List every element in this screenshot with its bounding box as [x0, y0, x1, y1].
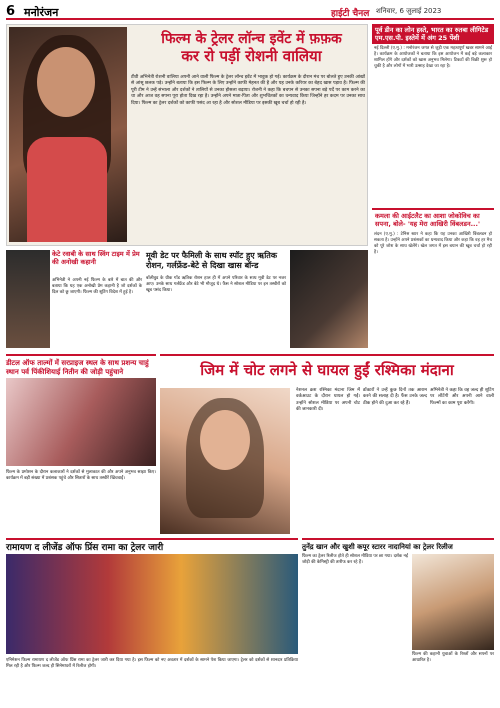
story-rashmika-photo: [160, 388, 290, 534]
section-title: मनोरंजन: [24, 6, 59, 19]
story-promotion-headline: डीटल ऑफ ताल्मों में सरप्राइज स्थल के साथ प्रशन्य चाहुं स्थान पर्व पिंकीशियाई नितीन की जोड़ी पहुंचाने: [6, 358, 149, 376]
story-ramayana-headline: रामायण द लीजेंड ऑफ प्रिंस रामा का ट्रेलर जारी: [6, 543, 164, 553]
hero-story: [6, 24, 368, 246]
story-rashmika: [160, 354, 494, 534]
hero-headline-line1: फिल्म के ट्रेलर लॉन्च इवेंट में फ़फ़क: [161, 31, 342, 47]
story-rashmika-col2: डॉक्टरों ने उन्हें कुछ दिनों तक आराम करने की सलाह दी है। फैंस उनके जल्द ठीक होने की दुआ कर रहे हैं।: [363, 388, 427, 406]
story-hrithik-photo: [290, 250, 368, 348]
newspaper-page: [6, 4, 494, 704]
side-story-1-body: नई दिल्ली (ए.मु.) : मनोरंजन जगत से जुड़ी एक महत्वपूर्ण खबर सामने आई है। कार्यक्रम के आयोजकों ने बताया कि इस आयोजन में कई बड़े कलाकार शामिल होंगे और दर्शकों को खास अनुभव मिलेगा। टिकटों की बिक्री शुरू हो चुकी है और लोगों में भारी उत्साह देखा जा रहा है।: [374, 46, 492, 69]
story-rashmika-col1: नेशनल क्रश रश्मिका मंदाना जिम में वर्कआउट के दौरान घायल हो गईं। उन्होंने सोशल मीडिया पर अपनी चोट की जानकारी दी।: [296, 388, 360, 412]
masthead: [6, 4, 494, 20]
dateline: शनिवार, 6 जुलाई 2023: [376, 7, 442, 15]
hero-headline: [139, 31, 364, 65]
story-hrithik-body: बॉलीवुड के ग्रीक गॉड ऋतिक रोशन हाल ही में अपने परिवार के साथ मूवी डेट पर नजर आए। उनके साथ गर्लफ्रेंड और बेटे भी मौजूद थे। फैंस ने सोशल मीडिया पर इन तस्वीरों को खूब पसंद किया।: [146, 276, 286, 293]
story-rashmika-col3: अभिनेत्री ने कहा कि वह जल्द ही शूटिंग पर लौटेंगी और अपनी आने वाली फिल्मों का काम पूरा करेंगी।: [430, 388, 494, 406]
story-nadaniyan: [302, 538, 494, 704]
side-story-2-headline: कमला की आईटलैट का आशा जोकोविच का सपना, बोले- 'यह मेरा आखिरी विंबलडन...': [372, 208, 494, 230]
story-love-tale-photo: [6, 250, 50, 348]
story-love-tale-headline: केटे रवाबी के साथ स्विंग टाइम में प्रेम की अनोखी कहानी: [52, 250, 140, 266]
story-ramayana-photo: [6, 554, 298, 654]
brand-name: हाईटी चैनल: [331, 9, 370, 19]
side-story-1: [372, 24, 494, 204]
side-story-2-body: लंदन (ए.मु.) : टेनिस स्टार ने कहा कि यह उनका आखिरी विंबलडन हो सकता है। उन्होंने अपने प्रशंसकों का धन्यवाद किया और कहा कि वह हर मैच को पूरे जोश के साथ खेलेंगे। खेल जगत में इस बयान की खूब चर्चा हो रही है।: [374, 232, 492, 255]
page-number: 6: [6, 4, 16, 19]
story-nadaniyan-headline: तुनेंद्र खान और खुशी कपूर स्टारर नादानियां का ट्रेलर रिलीज: [302, 542, 453, 551]
story-promotion: [6, 354, 156, 534]
hero-photo: [9, 27, 127, 242]
hero-headline-line2: कर रो पड़ीं रोशनी वालिया: [181, 47, 322, 65]
story-hrithik-headline: मूवी डेट पर फैमिली के साथ स्पॉट हुए ऋतिक रोशन, गर्लफ्रेंड-बेटे से दिखा खास बॉन्ड: [146, 250, 277, 270]
story-love-tale: [6, 250, 142, 350]
story-promotion-photo: [6, 378, 156, 466]
story-love-tale-body: अभिनेत्री ने अपनी नई फिल्म के बारे में बात की और बताया कि यह एक अनोखी प्रेम कहानी है जो दर्शकों के दिल को छू जाएगी। फिल्म की शूटिंग विदेश में हुई है।: [52, 278, 142, 295]
side-story-1-headline: पूर्व डीन का लोन हस्ते, भारत का रुतबा लीगिटेड एम.एस.पी. इस्तेमें में अंग 25 पेंशी: [372, 24, 494, 44]
story-rashmika-headline: जिम में चोट लगने से घायल हुईं रश्मिका मंदाना: [200, 361, 454, 379]
story-promotion-body: फिल्म के प्रमोशन के दौरान कलाकारों ने दर्शकों से मुलाकात की और अपने अनुभव साझा किए। कार्यक्रम में बड़ी संख्या में प्रशंसक पहुंचे और सितारों के साथ तस्वीरें खिंचवाईं।: [6, 470, 156, 481]
story-hrithik: [146, 250, 368, 350]
story-nadaniyan-body: फिल्म का ट्रेलर रिलीज होते ही सोशल मीडिया पर छा गया। दर्शक नई जोड़ी की केमिस्ट्री की तारीफ कर रहे हैं।: [302, 554, 408, 565]
story-ramayana: [6, 538, 298, 704]
hero-body: टीवी अभिनेत्री रोशनी वालिया अपनी आने वाली फिल्म के ट्रेलर लॉन्च इवेंट में भावुक हो गईं। कार्यक्रम के दौरान मंच पर बोलते हुए उनकी आंखों से आंसू छलक पड़े। उन्होंने बताया कि इस फिल्म के लिए उन्होंने काफी मेहनत की है और यह उनके करियर का बेहद खास पड़ाव है। फिल्म की पूरी टीम ने उन्हें संभाला और दर्शकों ने तालियों से उनका हौसला बढ़ाया। रोशनी ने कहा कि बचपन से उनका सपना बड़े पर्दे पर काम करने का था और आज वह सपना पूरा होता दिख रहा है। उन्होंने अपने माता-पिता और शुभचिंतकों का धन्यवाद किया जिन्होंने हर कदम पर उनका साथ दिया। फिल्म का ट्रेलर दर्शकों को काफी पसंद आ रहा है और सोशल मीडिया पर इसकी खूब चर्चा हो रही है।: [131, 75, 365, 106]
story-nadaniyan-body2: फिल्म की कहानी युवाओं के रिश्तों और सपनों पर आधारित है।: [412, 652, 494, 663]
story-ramayana-body: एनिमेशन फिल्म रामायण द लीजेंड ऑफ प्रिंस रामा का ट्रेलर जारी कर दिया गया है। इस फिल्म को नए अवतार में दर्शकों के सामने पेश किया जाएगा। ट्रेलर को दर्शकों से शानदार प्रतिक्रिया मिल रही है और फिल्म जल्द ही सिनेमाघरों में रिलीज होगी।: [6, 658, 298, 669]
side-story-2: [372, 208, 494, 358]
story-nadaniyan-photo: [412, 554, 494, 650]
